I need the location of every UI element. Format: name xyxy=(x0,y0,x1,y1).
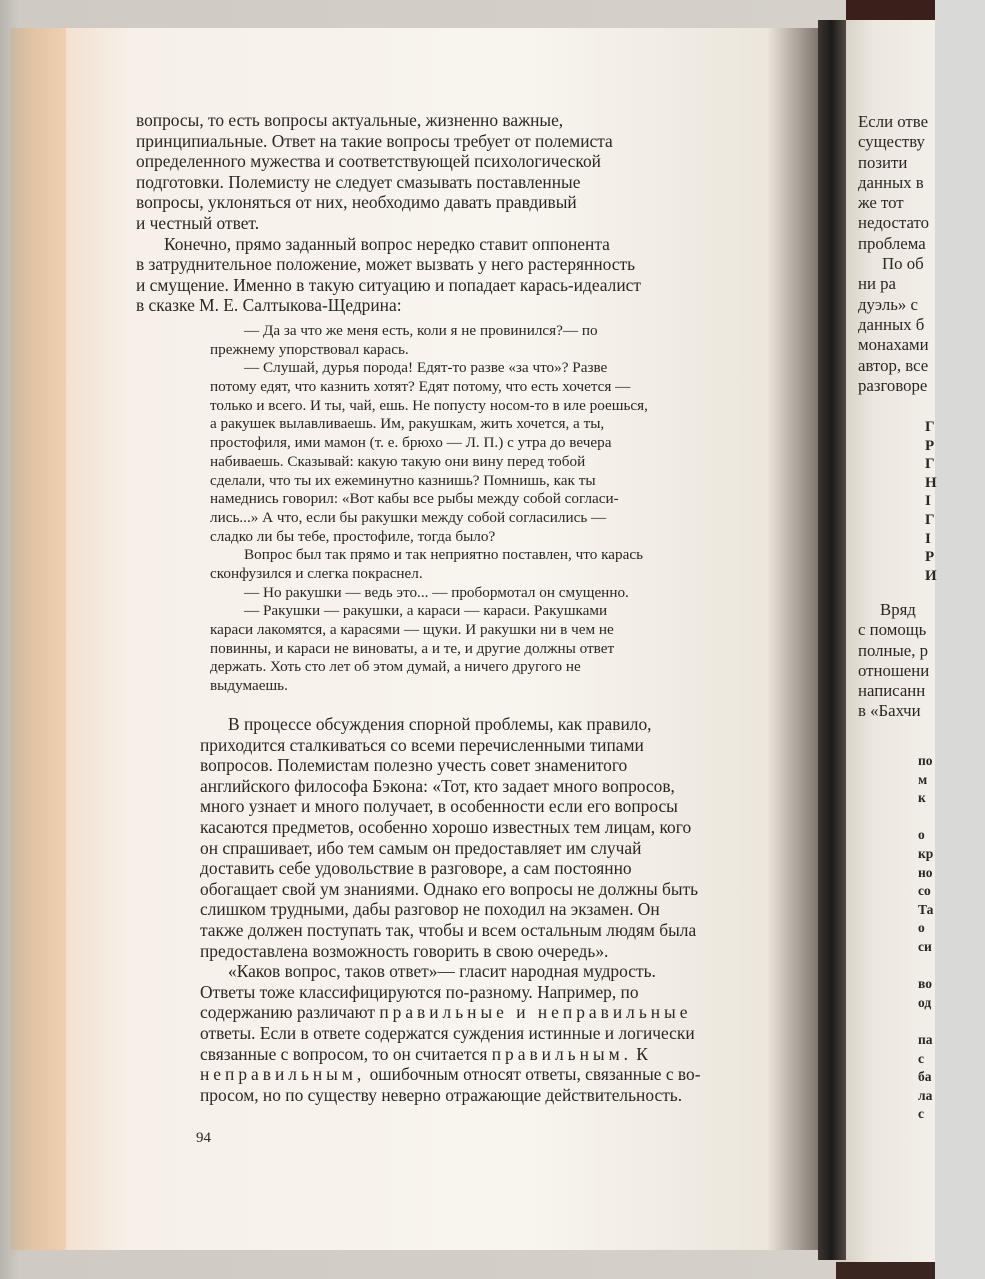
text-line: Г xyxy=(925,511,935,528)
text-line: в затруднительное положение, может вызвать у него растерянность xyxy=(136,254,636,275)
text-line: данных в xyxy=(858,172,924,192)
quote-line: — Слушай, дурья порода! Едят-то разве «за что»? Разве xyxy=(244,359,608,377)
text-line: Вряд xyxy=(880,600,916,619)
text-line: Г xyxy=(925,456,935,473)
text-line: разговоре xyxy=(858,375,928,395)
text-line xyxy=(200,1002,820,1023)
quote-line: простофиля, ими мамон (т. е. брюхо — Л. П.) с утра до вечера xyxy=(210,434,612,452)
text-line: ни ра xyxy=(858,274,896,294)
text-line: касаются предметов, особенно хорошо известных тем лицам, кого xyxy=(200,816,692,837)
text-line: принципиальные. Ответ на такие вопросы требует от полемиста xyxy=(136,130,613,151)
quote-line: намеднись говорил: «Вот кабы все рыбы между собой согласи- xyxy=(210,490,619,508)
text-line: па xyxy=(918,1031,933,1047)
quote-line: — Но ракушки — ведь это... — пробормотал он смущенно. xyxy=(244,583,629,601)
quote-line: потому едят, что казнить хотят? Едят потому, что есть хочется — xyxy=(210,378,631,396)
text-line: с xyxy=(918,1106,924,1122)
text-line xyxy=(918,1012,978,1031)
left-main-text-2 xyxy=(200,714,820,1105)
text-line: м xyxy=(918,771,928,787)
text-line: о xyxy=(918,827,925,843)
text-line: английского философа Бэкона: «Тот, кто задает много вопросов, xyxy=(200,775,675,796)
text-line: позити xyxy=(858,152,908,172)
text-line: си xyxy=(918,938,932,954)
page-edges xyxy=(10,28,69,1250)
text-line: вопросы, то есть вопросы актуальные, жизненно важные, xyxy=(136,110,564,130)
text-line: существу xyxy=(858,132,925,152)
text-line: предоставлена возможность говорить в свою очередь». xyxy=(200,940,609,961)
spaced-text: неправильным, xyxy=(200,1064,366,1085)
right-page-text-2 xyxy=(858,600,978,722)
text-line: монахами xyxy=(858,335,929,355)
quote-line: а ракушек вылавливаешь. Им, ракушкам, жить хочется, а ты, xyxy=(210,415,605,433)
quote-line: только и всего. И ты, чай, ешь. Не попусту носом-то в иле роешься, xyxy=(210,396,648,414)
text-line: написанн xyxy=(858,681,926,701)
text-line: с xyxy=(918,1050,924,1066)
text-line: и смущение. Именно в такую ситуацию и попадает карась-идеалист xyxy=(136,274,641,295)
text-run: К xyxy=(631,1043,648,1064)
text-line: Если отве xyxy=(858,112,929,131)
text-line: определенного мужества и соответствующей психологической xyxy=(136,151,601,172)
text-line: Та xyxy=(918,901,934,917)
text-line: ба xyxy=(918,1069,932,1085)
text-line: много узнает и много получает, в особенности если его вопросы xyxy=(200,796,678,817)
quote-line: сделали, что ты их ежеминутно казнишь? Помнишь, как ты xyxy=(210,471,596,489)
text-line: ла xyxy=(918,1087,933,1103)
text-line: В процессе обсуждения спорной проблемы, как правило, xyxy=(228,714,652,734)
text-line: Р xyxy=(925,549,935,566)
left-main-text xyxy=(136,110,826,316)
spaced-text: правильным. xyxy=(491,1043,632,1064)
text-line: дуэль» с xyxy=(858,294,918,314)
right-tail-fragment xyxy=(918,752,978,1124)
text-line: недостато xyxy=(858,213,930,233)
text-line: полные, р xyxy=(858,640,929,660)
text-line: «Каков вопрос, таков ответ»— гласит народная мудрость. xyxy=(228,961,656,982)
text-line: По об xyxy=(882,254,924,274)
text-line: же тот xyxy=(858,193,904,213)
quote-line: повинны, и караси не виноваты, а и те, и другие должны ответ xyxy=(210,639,615,657)
text-line: в «Бахчи xyxy=(858,701,921,721)
text-line: просом, но по существу неверно отражающие действительность. xyxy=(200,1084,683,1105)
text-line: с помощь xyxy=(858,620,927,640)
quote-line: держать. Хоть сто лет об этом думай, а ничего другого не xyxy=(210,658,581,676)
quote-line: Вопрос был так прямо и так неприятно поставлен, что карась xyxy=(244,546,644,564)
text-line: приходится сталкиваться со всеми перечисленными типами xyxy=(200,734,644,755)
spaced-text: правильные и неправильные xyxy=(379,1002,692,1023)
text-line: но xyxy=(918,864,933,880)
cover-bottom-strip xyxy=(836,1262,935,1279)
text-line: Н xyxy=(925,474,937,491)
text-line: ответы. Если в ответе содержатся суждения истинные и логически xyxy=(200,1022,695,1043)
text-line: также должен поступать так, чтобы и всем остальным людям была xyxy=(200,919,697,940)
text-line: І xyxy=(925,530,931,547)
text-run: связанные с вопросом, то он считается xyxy=(200,1043,492,1064)
text-line xyxy=(918,808,978,827)
text-line: кр xyxy=(918,845,934,861)
text-line: данных б xyxy=(858,314,925,334)
cover-top-strip xyxy=(846,0,935,22)
text-line: автор, все xyxy=(858,355,929,375)
text-line: отношени xyxy=(858,660,930,680)
quote-line: — Да за что же меня есть, коли я не провинился?— по xyxy=(244,322,598,339)
text-line: Р xyxy=(925,437,935,454)
quote-line: набиваешь. Сказывай: какую такую они вину перед тобой xyxy=(210,452,586,470)
text-line xyxy=(918,957,978,976)
quote-line: прежнему упорствовал карась. xyxy=(210,340,409,358)
text-line: Конечно, прямо заданный вопрос нередко ставит оппонента xyxy=(164,233,610,254)
quote-line: лись...» А что, если бы ракушки между собой согласились — xyxy=(210,508,607,526)
text-run: содержанию различают xyxy=(200,1002,380,1023)
text-line: Ответы тоже классифицируются по-разному. Например, по xyxy=(200,981,639,1002)
text-line: в сказке М. Е. Салтыкова-Щедрина: xyxy=(136,295,402,316)
quote-line: сконфузился и слегка покраснел. xyxy=(210,564,423,582)
text-line: Г xyxy=(925,419,935,435)
page-number: 94 xyxy=(196,1130,211,1146)
text-line: І xyxy=(925,493,931,510)
text-line xyxy=(200,1064,820,1085)
quote-line: караси лакомятся, а карасями — щуки. И ракушки ни в чем не xyxy=(210,621,614,638)
text-line: И xyxy=(925,567,937,584)
right-page-text xyxy=(858,112,978,396)
text-line: слишком трудными, дабы разговор не походил на экзамен. Он xyxy=(200,899,660,920)
text-run: ошибочным относят ответы, связанные с во- xyxy=(365,1064,701,1085)
text-line: и честный ответ. xyxy=(136,212,260,233)
quote-line: — Ракушки — ракушки, а караси — караси. Ракушками xyxy=(244,602,608,620)
text-line: вопросов. Полемистам полезно учесть совет знаменитого xyxy=(200,755,628,776)
text-line: вопросы, уклоняться от них, необходимо давать правдивый xyxy=(136,192,577,213)
text-line: подготовки. Полемисту не следует смазывать поставленные xyxy=(136,171,581,192)
text-line: по xyxy=(918,753,933,768)
text-line: он спрашивает, ибо тем самым он предоставляет им случай xyxy=(200,837,642,858)
text-line: обогащает свой ум знаниями. Однако его вопросы не должны быть xyxy=(200,878,699,899)
text-line: к xyxy=(918,790,926,806)
text-line: во xyxy=(918,976,932,992)
text-line: о xyxy=(918,920,925,936)
text-line xyxy=(200,1044,820,1065)
text-line: со xyxy=(918,883,931,899)
quote-line: сладко ли бы тебе, простофиле, тогда было? xyxy=(210,527,496,545)
right-indented-fragment xyxy=(925,418,985,585)
text-line: од xyxy=(918,994,932,1010)
quotation-block xyxy=(210,322,830,696)
quote-line: выдумаешь. xyxy=(210,677,288,695)
text-line: доставить себе удовольствие в разговоре, а сам постоянно xyxy=(200,858,632,879)
text-line: проблема xyxy=(858,233,926,253)
